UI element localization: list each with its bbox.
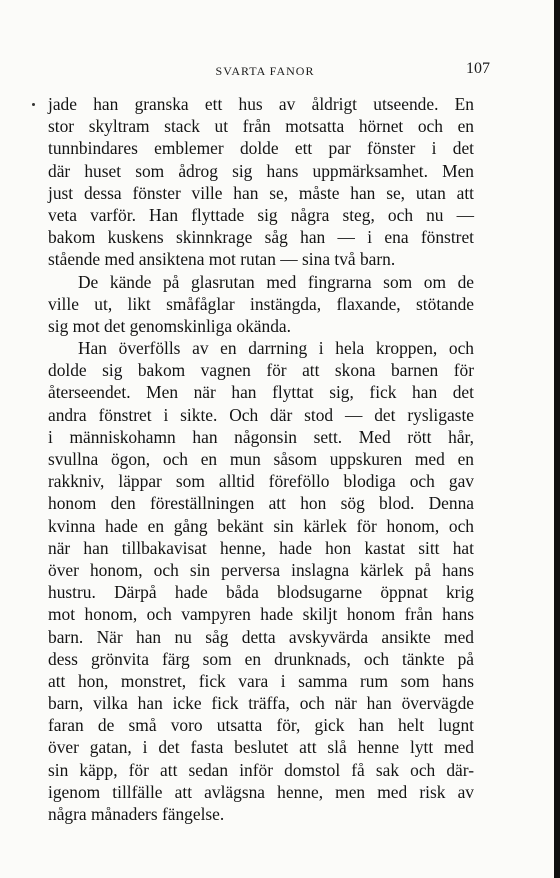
text-line: några månaders fängelse. [48,804,225,824]
text-line: i människohamn han någonsin sett. Med rött hår, [48,426,474,447]
text-line: där huset som ådrog sig hans uppmärksamhet. Men [48,160,474,181]
text-line: honom den föreställningen att hon sög blod. Denna [48,493,474,514]
text-line: tunnbindares emblemer dolde ett par fönster i det [48,138,474,159]
running-title: SVARTA FANOR [215,64,315,78]
text-line: barn, vilka han icke fick träffa, och när han övervägde [48,693,474,714]
margin-mark [32,103,35,106]
text-line: stående med ansiktena mot rutan — sina två barn. [48,249,396,270]
text-line: dess grönvita färg som en drunknads, och tänkte på [48,648,474,669]
text-line: mot honom, och vampyren hade skiljt honom från hans [48,604,474,625]
text-line: kvinna hade en gång bekänt sin kärlek för honom, och [48,515,474,536]
page-number: 107 [466,60,490,77]
text-line: att hon, monstret, fick vara i samma rum som hans [48,670,474,691]
text-line: stor skyltram stack ut från motsatta hörnet och en [48,116,474,137]
text-line: dolde sig bakom vagnen för att skona barnen för [48,360,474,381]
text-line: ville ut, likt småfåglar instängda, flaxande, stötande [48,293,474,314]
text-line: svullna ögon, och en mun såsom uppskuren med en [48,449,474,469]
text-line: bakom kuskens skinnkrage såg han — i ena fönstret [48,227,474,248]
text-line: veta varför. Han flyttade sig några steg, och nu — [48,204,474,225]
body-text [48,93,474,825]
text-line: sin käpp, för att sedan inför domstol få sak och där- [48,759,474,780]
text-line: faran de små voro utsatta för, gick han helt lugnt [48,715,474,736]
text-line: just dessa fönster ville han se, måste han se, utan att [48,182,474,203]
text-line: över gatan, i det fasta beslutet att slå henne lytt med [48,737,474,758]
text-line: barn. När han nu såg detta avskyvärda ansikte med [48,626,474,647]
text-line: hustru. Därpå hade båda blodsugarne öppnat krig [48,582,474,603]
text-line: sig mot det genomskinliga okända. [48,315,291,336]
text-line: rakkniv, läppar som alltid föreföllo blodiga och gav [48,471,474,492]
text-line: när han tillbakavisat henne, hade hon kastat sitt hat [48,537,474,558]
page-edge [554,0,560,878]
text-line: Han överfölls av en darrning i hela kroppen, och [78,338,474,359]
page-header [40,60,490,82]
text-line: jade han granska ett hus av åldrigt utseende. En [48,94,474,114]
text-line: andra fönstret i sikte. Och där stod — det rysligaste [48,404,474,425]
text-line: återseendet. Men när han flyttat sig, fick han det [48,382,474,403]
text-line: De kände på glasrutan med fingrarna som om de [78,271,474,292]
text-line: över honom, och sin perversa inslagna kärlek på hans [48,559,474,580]
text-line: igenom tillfälle att avlägsna henne, men med risk av [48,781,474,802]
